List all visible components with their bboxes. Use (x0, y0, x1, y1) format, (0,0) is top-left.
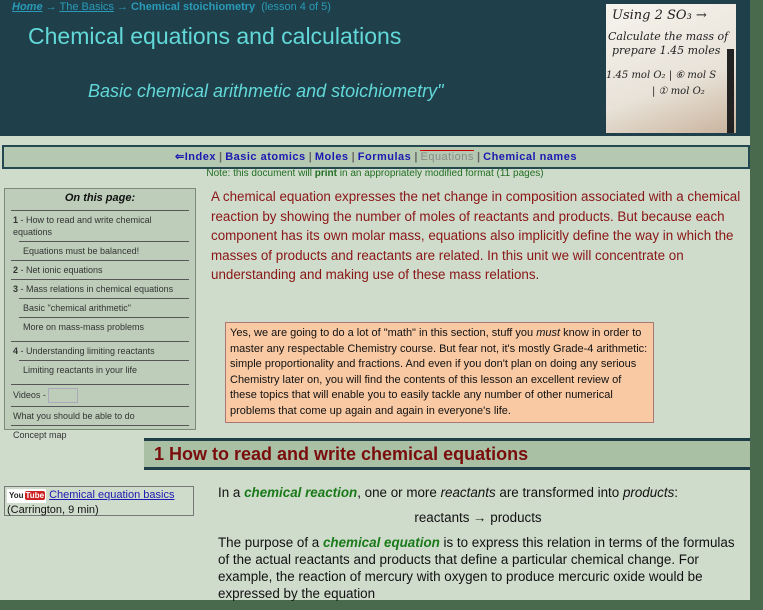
toc-label: - Net ionic equations (18, 265, 103, 275)
toc-label: - Mass relations in chemical equations (18, 284, 174, 294)
image-text: 1.45 mol O₂ | ⑥ mol S (606, 70, 717, 81)
text: : (674, 485, 679, 500)
video-link[interactable]: Chemical equation basics (49, 489, 175, 501)
image-text: Calculate the mass of (608, 30, 729, 43)
nav-separator: | (414, 151, 418, 163)
equation: reactants → products (414, 510, 542, 525)
nav-index[interactable]: ⇐Index (175, 151, 216, 163)
note-bold: print (314, 168, 337, 179)
breadcrumb: Home → The Basics → Chemical stoichiometry (lesson 4 of 5) (12, 1, 331, 13)
text: products (622, 485, 675, 500)
toc-item[interactable]: Basic "chemical arithmetic" (19, 298, 189, 317)
intro-text: A chemical equation expresses the net change in composition associated with a chemical reaction by showing the number of moles of reactants and products. But because each component has its own molar mass, equations also implicitly define the way in which the masses of products and reactants are related. In this unit we will concentrate on understanding and making use of these mass relations. (211, 189, 741, 282)
paragraph (218, 484, 738, 501)
nav-moles[interactable]: Moles (314, 151, 349, 163)
toc-num: 2 (13, 265, 19, 275)
header (0, 0, 750, 136)
toc-item[interactable] (11, 210, 189, 241)
toc-item[interactable]: Equations must be balanced! (19, 241, 189, 260)
toc-item[interactable]: More on mass-mass problems (19, 317, 189, 341)
math-callout (225, 322, 654, 423)
callout-text: know in order to master any respectable Chemistry course. But fear not, it's mostly Grade-4 arithmetic: simple proportionality and fractions. And even if you don't plan on doing any serious Chemistry later on, you will find the contents of this lesson an excellent review of these topics that will enable you to easily tackle any number of other numerical problems that come up again and again in everyone's life. (230, 327, 648, 417)
lesson-nav (2, 145, 750, 169)
toc-label: - Understanding limiting reactants (18, 346, 155, 356)
toc-panel (4, 188, 196, 440)
nav-separator: | (351, 151, 355, 163)
toc-label: - How to read and write chemical equations (13, 215, 152, 237)
section-heading: 1 How to read and write chemical equations (144, 438, 750, 470)
note-text: Note: this document will (206, 168, 315, 179)
page-title: Chemical equations and calculations (28, 23, 402, 49)
text: The purpose of a (218, 535, 323, 550)
toc-heading: On this page: (64, 192, 136, 204)
logo-text: Tube (25, 491, 45, 500)
pen (727, 49, 734, 133)
note-text: in an appropriately modified format (11 pages) (337, 168, 544, 179)
image-text: Using 2 SO₃ → (612, 8, 707, 23)
text: , one or more (357, 485, 441, 500)
nav-basic-atomics[interactable]: Basic atomics (225, 151, 306, 163)
paragraph (218, 534, 738, 602)
toc-item[interactable] (11, 279, 189, 298)
toc-item[interactable] (11, 260, 189, 279)
text: reactants (440, 485, 496, 500)
youtube-icon (7, 489, 46, 503)
toc-item[interactable]: What you should be able to do (11, 406, 189, 425)
nav-equations-current: Equations (420, 151, 474, 163)
text: is to express this relation in terms of the formulas of the actual reactants and products that define a particular chemical change. For example, the reaction of mercury with oxygen to produce mercuric oxide would be expressed by the equation (218, 535, 735, 601)
toc-num: 4 (13, 346, 19, 356)
breadcrumb-home-link[interactable]: Home (12, 1, 43, 13)
toc-item[interactable] (11, 341, 189, 360)
text: In a (218, 485, 245, 500)
toc-num: 3 (13, 284, 19, 294)
breadcrumb-current: Chemical stoichiometry (131, 1, 256, 13)
toc-item[interactable]: Limiting reactants in your life (19, 360, 189, 384)
video-meta: (Carrington, 9 min) (7, 504, 99, 516)
callout-emphasis: must (536, 327, 561, 339)
toc-item-videos[interactable] (11, 384, 189, 406)
page-subtitle: Basic chemical arithmetic and stoichiometry" (88, 81, 444, 101)
toc-label: Videos - (13, 389, 49, 400)
nav-chemical-names[interactable]: Chemical names (483, 151, 577, 163)
video-box (4, 486, 194, 516)
lesson-indicator: (lesson 4 of 5) (261, 1, 331, 13)
logo-text: You (9, 491, 24, 500)
toc-num: 1 (13, 215, 19, 225)
nav-formulas[interactable]: Formulas (357, 151, 412, 163)
nav-separator: | (308, 151, 312, 163)
image-text: prepare 1.45 moles (612, 44, 721, 57)
text: are transformed into (495, 485, 623, 500)
callout-text: Yes, we are going to do a lot of "math" in this section, stuff you (230, 327, 537, 339)
toc-item[interactable]: Concept map (11, 425, 189, 444)
image-text: | ① mol O₂ (652, 86, 705, 97)
broken-image-icon (48, 388, 78, 403)
term-link[interactable]: chemical reaction (244, 485, 358, 500)
nav-separator: | (476, 151, 481, 163)
section-body (218, 484, 738, 610)
print-note (0, 168, 750, 179)
term-link[interactable]: chemical equation (322, 535, 440, 550)
nav-separator: | (219, 151, 223, 163)
breadcrumb-basics-link[interactable]: The Basics (59, 1, 114, 13)
header-image (606, 4, 736, 133)
